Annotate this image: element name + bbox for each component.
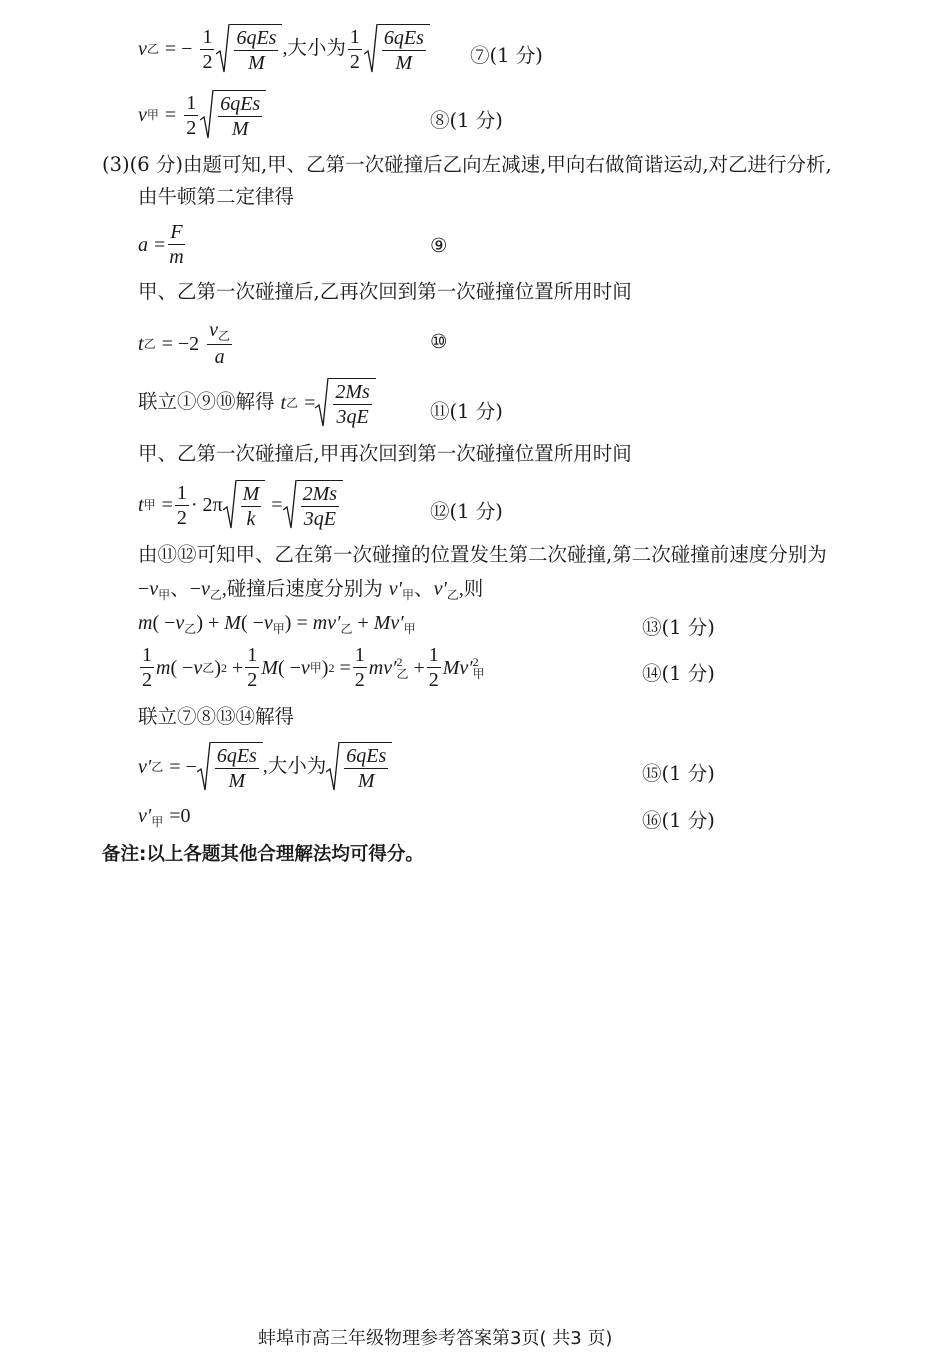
eq14-score-mark: ⑭(1 分) bbox=[642, 662, 715, 685]
part3-line2: 由牛顿第二定律得 bbox=[138, 185, 295, 208]
eq10-mark: ⑩ bbox=[430, 330, 448, 353]
page-footer: 蚌埠市高三年级物理参考答案第3页( 共3 页) bbox=[258, 1328, 613, 1349]
equation-9: a = $\frac{F}{m}$ bbox=[138, 221, 184, 268]
eq9-mark: ⑨ bbox=[430, 234, 448, 257]
eq11-score-mark: ⑪(1 分) bbox=[430, 400, 503, 423]
eq7-fraction: $\frac{1}{2}$ bbox=[202, 25, 213, 73]
equation-15: v′ 乙 = − $\frac{\text{6qEs}}{M}$ ,大小为 $\frac{\text{6qEs}}{M}$ bbox=[138, 742, 392, 792]
text-c: 由⑪⑫可知甲、乙在第一次碰撞的位置发生第二次碰撞,第二次碰撞前速度分别为 bbox=[138, 543, 827, 566]
part3-paragraph: (3)(6 分)由题可知,甲、乙第一次碰撞后乙向左减速,甲向右做简谐运动,对乙进行分析, bbox=[102, 153, 832, 176]
eq7-lhs: v bbox=[138, 38, 147, 60]
eq7-sqrt: $\frac{\text{6qEs}}{M}$ bbox=[216, 24, 282, 74]
equation-13: $m( -v_乙) + M( -v_甲) = mv'_乙 + Mv'_甲$ bbox=[138, 612, 416, 636]
eq16-score-mark: ⑯(1 分) bbox=[642, 809, 715, 832]
equation-16: $v'_甲 =0$ bbox=[138, 805, 191, 829]
text-e: 联立⑦⑧⑬⑭解得 bbox=[138, 705, 295, 728]
text-b: 甲、乙第一次碰撞后,甲再次回到第一次碰撞位置所用时间 bbox=[138, 442, 632, 465]
eq15-score-mark: ⑮(1 分) bbox=[642, 762, 715, 785]
equation-7: v 乙 = − $\frac{1}{2}$ $\frac{\text{6qEs}}{M}$ ,大小为 $\frac{1}{2}$ $\frac{\text{6qEs}}{M}$ bbox=[138, 24, 430, 74]
note: 备注:以上各题其他合理解法均可得分。 bbox=[102, 844, 424, 865]
equation-10: t 乙 = −2 $\frac{v_乙}{a}$ bbox=[138, 319, 231, 368]
equation-12: t 甲 = $\frac{1}{2}$ · 2π $\frac{M}{k}$ = $\frac{2Ms}{3qE}$ bbox=[138, 480, 343, 530]
equation-14: $\frac{1}{2}$ m ( − v 乙 ) 2 + $\frac{1}{2}$ M ( − v 甲 ) 2 = $\frac{1}{2}$ mv′ 2 乙 + $\frac{1}{2}$ Mv′ 2 甲 bbox=[142, 644, 485, 691]
equation-11: 联立①⑨⑩解得 t 乙 = $\frac{2Ms}{3qE}$ bbox=[138, 378, 376, 428]
eq7-score-mark: ⑦(1 分) bbox=[470, 44, 543, 67]
eq8-score-mark: ⑧(1 分) bbox=[430, 109, 503, 132]
text-a: 甲、乙第一次碰撞后,乙再次回到第一次碰撞位置所用时间 bbox=[138, 280, 632, 303]
eq13-score-mark: ⑬(1 分) bbox=[642, 616, 715, 639]
text-d: $-v_甲$、$-v_乙$,碰撞后速度分别为 $v'_甲$、$v'_乙$,则 bbox=[138, 578, 484, 602]
part3-label: (3)(6 分) bbox=[102, 153, 183, 176]
eq12-score-mark: ⑫(1 分) bbox=[430, 500, 503, 523]
equation-8: v 甲 = $\frac{1}{2}$ $\frac{\text{6qEs}}{M}$ bbox=[138, 90, 266, 140]
